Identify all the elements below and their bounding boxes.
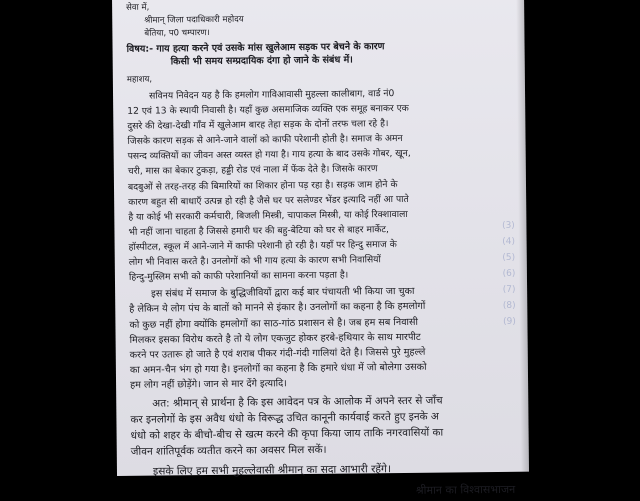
margin-mark: (8) — [502, 300, 516, 311]
letter-body — [126, 0, 519, 501]
margin-mark: (7) — [502, 284, 516, 295]
margin-mark: (5) — [502, 252, 516, 263]
paragraph-line: धंधो को शहर के बीचो-बीच से खत्म करने की कृपा किया जाय ताकि नगरवासियों का — [130, 426, 444, 442]
margin-mark: (9) — [503, 316, 516, 327]
address-block — [126, 0, 514, 41]
margin-mark: (4) — [502, 236, 516, 247]
paragraph-line: दुसरे की देखा-देखी गाँव में खुलेआम बारह तेहा सड़क के दोनों तरफ चला रहे है। — [127, 118, 389, 133]
paragraph-line: इस संबंध में समाज के बुद्धिजीवियों द्वारा कई बार पंचायती भी किया जा चुका — [151, 286, 415, 300]
subject-line: किसी भी समय सम्प्रदायिक दंगा हो जाने के संबंध में। — [170, 54, 353, 68]
paragraph-line: सविनय निवेदन यह है कि हमलोग गाविआवासी मुहल्ला कालीबाग, वार्ड नं0 — [148, 88, 395, 102]
paragraph-line: हॉस्पीटल, स्कूल में आने-जाने में काफी परेशानी हो रही है। यहाँ पर हिन्दु समाज के — [128, 238, 397, 253]
salutation: महाशय, — [126, 74, 153, 85]
paragraph-line: का अमन-चैन भंग हो गया है। इनलोगों का कहना है कि हमारे धंधा में जो बोलेगा उसको — [129, 361, 427, 377]
paragraph-line: मिलकर इसका विरोध करते है तो ये लोग एकजुट होकर हरबे-हथियार के साथ मारपीट — [129, 331, 421, 346]
subject-block — [126, 39, 514, 69]
paragraph-line: चरी, मास का बेकार टुकड़ा, हड्डी रोड एवं नाला में फेंक देते है। जिसके कारण — [127, 163, 378, 178]
paragraph-line: भी नहीं जाना चाहता है जिससे हमारी घर की बहु-बेटिया को घर से बाहर मार्केट, — [128, 223, 389, 238]
paragraph-line: जीवन शांतिपूर्वक व्यतीत करने का अवसर मिल सकें। — [130, 444, 327, 459]
closing-line: इसके लिए हम सभी मुहल्लेवासी श्रीमान् का सदा आभारी रहेंगे। — [152, 463, 392, 479]
paragraph-line: 12 एवं 13 के स्थायी निवासी है। यहाँ कुछ असमाजिक व्यक्ति एक समूह बनाकर एक — [127, 102, 409, 117]
paragraph-line: लोग भी निवास करते है। उनलोगों को भी गाय हत्या के कारण सभी निवासियों — [128, 254, 381, 268]
paragraph-line: है लेकिन ये लोग पंच के बातों को मानने से इंकार है। उनलोगों का कहना है कि हमलोगों — [129, 301, 426, 316]
margin-mark: (6) — [502, 268, 516, 279]
address-line: सेवा में, — [126, 2, 150, 13]
paragraph-line: करने पर उतारू हो जाते है एवं शराब पीकर गंदी-गंदी गालियां देते है। जिससे पुरे मुहल्ले — [129, 346, 426, 361]
signature-line: श्रीमान का विश्वासभाजन — [415, 483, 516, 498]
paragraph-line: पसन्द व्यक्तियों का जीवन अस्त व्यस्त हो गया है। गाय हत्या के बाद उसके गोबर, खून, — [127, 148, 411, 163]
paragraph-line: कारण बहुत सी बाधाएँ उत्पन्न हो रही है जैसे घर पर सलेण्डर भेंडर इत्यादि नहीं आ पाते — [128, 193, 409, 208]
paragraph-line: हम लोग नहीं छोड़ेंगे। जान से मार देंगे इत्यादि। — [130, 378, 287, 392]
paragraph-line: जिसके कारण सड़क से आने-जाने वालों को काफी परेशानी होती है। समाज के अमन — [127, 133, 403, 148]
paragraph-line: बदबुओं से तरह-तरह की बिमारियों का शिकार होना पड़ रहा है। सड़क जाम होने के — [127, 178, 398, 193]
margin-mark: (3) — [502, 220, 515, 231]
address-line: श्रीमान् जिला पदाधिकारी महोदय — [144, 14, 244, 26]
paragraph-line: को कुछ नहीं होगा क्योंकि हमलोगों का साठ-गांठ प्रशासन से है। जब हम सब निवासी — [129, 316, 419, 331]
paragraph-1 — [127, 85, 517, 285]
address-line: बेतिया, प0 चम्पारण। — [144, 27, 210, 39]
paragraph-line: कर इनलोगों के इस अवैध धंधो के विरूद्ध उचित कानूनी कार्यवाई करते हुए इनके अ — [130, 410, 439, 426]
paragraph-line: है या कोई भी सरकारी कर्मचारी, बिजली मिस्त्री, चापाकल मिस्त्री, या कोई रिक्शावाला — [128, 208, 408, 223]
letter-page — [112, 0, 529, 498]
paragraph-line: अत: श्रीमान् से प्रार्थना है कि इस आवेदन पत्र के आलोक में अपने स्तर से जाँच — [152, 394, 443, 410]
paragraph-3 — [130, 391, 519, 460]
paragraph-line: हिन्दु-मुस्लिम सभी को काफी परेशानियों का सामना करना पड़ता है। — [128, 269, 349, 283]
subject-line: विषय:- गाय हत्या करने एवं उसके मांस खुलेआम सड़क पर बेचने के कारण — [126, 41, 385, 55]
paragraph-2 — [129, 283, 518, 393]
